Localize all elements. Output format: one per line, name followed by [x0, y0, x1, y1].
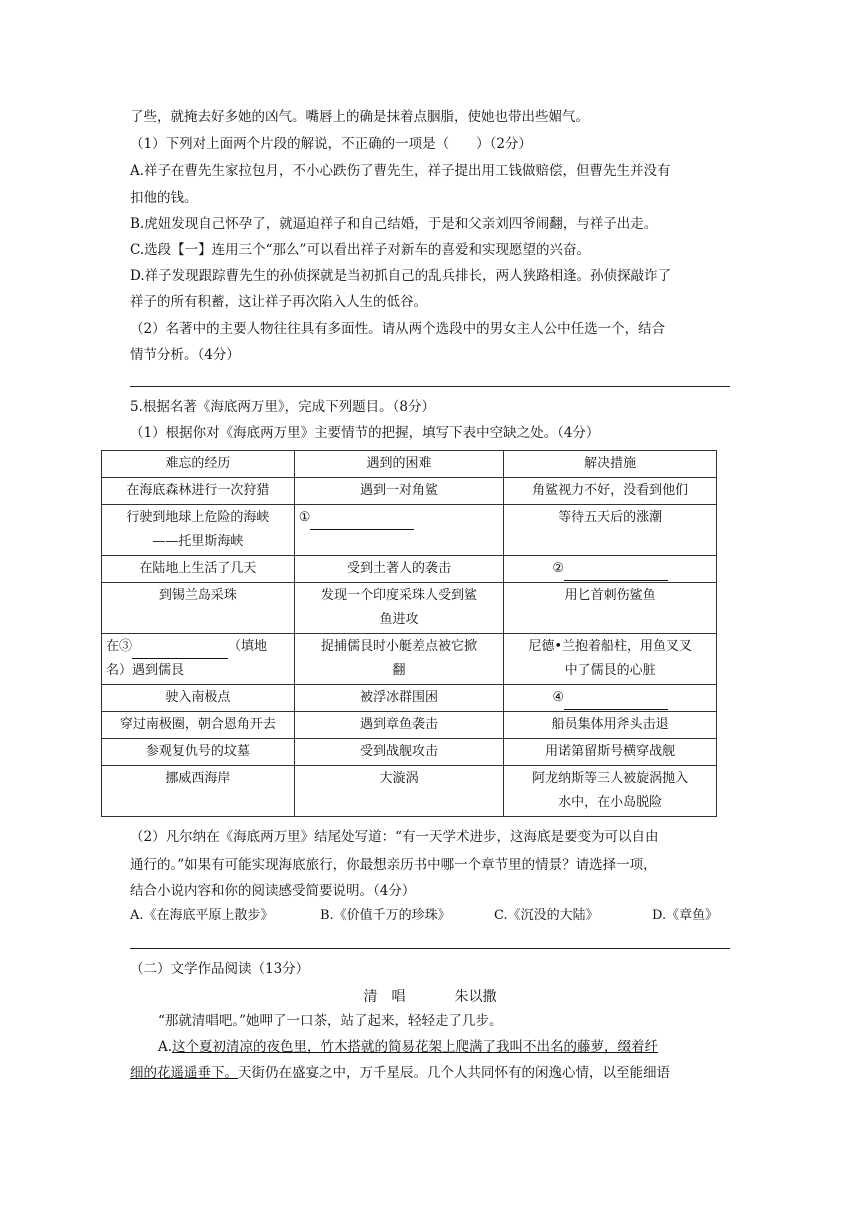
q5-sub2-line1: （2）凡尔纳在《海底两万里》结尾处写道：“有一天学术进步，这海底是要变为可以自由	[130, 829, 659, 845]
divider-1	[130, 386, 730, 387]
q5-sub2-line2: 通行的。”如果有可能实现海底旅行，你最想亲历书中哪一个章节里的情景？请选择一项，	[130, 857, 657, 873]
table-header: 难忘的经历	[102, 451, 295, 478]
table-header: 遇到的困难	[294, 451, 504, 478]
essay-paragraph-2-line1	[158, 1038, 730, 1056]
blank-4-line[interactable]	[564, 693, 668, 710]
table-row	[102, 478, 717, 505]
essay-paragraph-2-line2	[130, 1064, 730, 1082]
table-cell	[294, 505, 504, 556]
table-cell-text: 行驶到地球上危险的海峡 ——托里斯海峡	[126, 510, 270, 549]
table-cell: 角鲨视力不好，没看到他们	[504, 478, 717, 505]
blank-3-post: （填地	[228, 639, 268, 654]
option-d-line1: D.祥子发现跟踪曹先生的孙侦探就是当初抓自己的乱兵排长，两人狭路相逢。孙侦探敲诈了	[130, 268, 672, 284]
table-cell: 用诺第留斯号横穿战舰	[504, 739, 717, 766]
table-cell: 船员集体用斧头击退	[504, 712, 717, 739]
essay-author: 朱以撒	[454, 989, 497, 1005]
table-cell: 穿过南极圈，朝合恩角开去	[102, 712, 295, 739]
q5-title: 5.根据名著《海底两万里》，完成下列题目。（8分）	[130, 399, 435, 415]
option-b: B.《价值千万的珍珠》	[320, 908, 451, 923]
table-cell	[102, 634, 295, 685]
table-cell: 遇到章鱼袭击	[294, 712, 504, 739]
table-cell	[504, 634, 717, 685]
paragraph-text: 天街仍在盛宴之中，万千星辰。几个人共同怀有的闲逸心情，以至能细语	[238, 1065, 670, 1081]
table-cell: 受到土著人的袭击	[294, 556, 504, 583]
divider-2	[130, 948, 730, 949]
passage-line: 了些，就掩去好多她的凶气。嘴唇上的确是抹着点胭脂，使她也带出些媚气。	[130, 109, 589, 125]
marker-a: A.	[158, 1039, 173, 1055]
question-1: （1）下列对上面两个片段的解说，不正确的一项是（ ）（2分）	[130, 136, 532, 152]
table-row	[102, 583, 717, 634]
table-cell: 在陆地上生活了几天	[102, 556, 295, 583]
blank-1-marker: ①	[298, 510, 311, 525]
table-row	[102, 505, 717, 556]
blank-1-line[interactable]	[310, 513, 414, 530]
q5-sub2-line3: 结合小说内容和你的阅读感受简要说明。（4分）	[130, 883, 416, 899]
table-cell: 大漩涡	[294, 766, 504, 817]
table-cell	[294, 634, 504, 685]
table-cell	[504, 766, 717, 817]
question-2-line2: 情节分析。（4分）	[130, 347, 240, 363]
question-2-line1: （2）名著中的主要人物往往具有多面性。请从两个选段中的男女主人公中任选一个，结合	[130, 321, 666, 337]
table-row	[102, 712, 717, 739]
option-d-line2: 祥子的所有积蓄，这让祥子再次陷入人生的低谷。	[130, 294, 427, 310]
table-cell: 到锡兰岛采珠	[102, 583, 295, 634]
table-cell	[504, 556, 717, 583]
underlined-sentence: 这个夏初清凉的夜色里，竹木搭就的简易花架上爬满了我叫不出名的藤萝，缀着纤	[172, 1039, 659, 1055]
table-row	[102, 556, 717, 583]
blank-3-line[interactable]	[132, 642, 228, 659]
blank-2-marker: ②	[552, 561, 564, 576]
option-d: D.《章鱼》	[652, 908, 719, 923]
blank-4-marker: ④	[552, 690, 564, 705]
table-row	[102, 766, 717, 817]
table-cell	[504, 685, 717, 712]
table-cell: 用匕首刺伤鲨鱼	[504, 583, 717, 634]
table-cell	[102, 505, 295, 556]
table-row	[102, 634, 717, 685]
q5-sub1: （1）根据你对《海底两万里》主要情节的把握，填写下表中空缺之处。（4分）	[130, 425, 600, 441]
table-cell: 遇到一对角鲨	[294, 478, 504, 505]
table-cell: 驶入南极点	[102, 685, 295, 712]
table-cell: 在海底森林进行一次狩猎	[102, 478, 295, 505]
table-cell-text: 尼德•兰抱着船柱，用鱼叉叉 中了儒艮的心脏	[528, 639, 692, 678]
table-cell: 被浮冰群围困	[294, 685, 504, 712]
option-a-line1: A.祥子在曹先生家拉包月，不小心跌伤了曹先生，祥子提出用工钱做赔偿，但曹先生并没有	[130, 163, 671, 179]
blank-3-line2: 名）遇到儒艮	[106, 663, 185, 678]
table-cell: 挪威西海岸	[102, 766, 295, 817]
table-row	[102, 685, 717, 712]
table-cell: 等待五天后的涨潮	[504, 505, 717, 556]
option-c: C.《沉没的大陆》	[494, 908, 599, 923]
table-cell	[294, 583, 504, 634]
plot-table	[101, 450, 717, 817]
blank-3-pre: 在③	[106, 639, 133, 654]
table-cell-text: 发现一个印度采珠人受到鲨 鱼进攻	[321, 588, 478, 627]
essay-paragraph-1: “那就清唱吧。”她呷了一口茶，站了起来，轻轻走了几步。	[158, 1013, 503, 1029]
section2-heading: （二）文学作品阅读（13分）	[130, 961, 310, 977]
option-c: C.选段【一】连用三个“那么”可以看出祥子对新车的喜爱和实现愿望的兴奋。	[130, 242, 590, 258]
table-header: 解决措施	[504, 451, 717, 478]
option-a: A.《在海底平原上散步》	[130, 908, 274, 923]
underlined-sentence-end: 细的花遥遥垂下。	[130, 1065, 238, 1081]
table-cell: 参观复仇号的坟墓	[102, 739, 295, 766]
option-b: B.虎妞发现自己怀孕了，就逼迫祥子和自己结婚，于是和父亲刘四爷闹翻，与祥子出走。	[130, 216, 658, 232]
essay-title: 清 唱	[363, 989, 406, 1005]
table-row	[102, 739, 717, 766]
table-cell-text: 阿龙纳斯等三人被旋涡抛入 水中，在小岛脱险	[532, 771, 689, 810]
table-cell-text: 捉捕儒艮时小艇差点被它掀 翻	[321, 639, 478, 678]
table-header-row	[102, 451, 717, 478]
option-a-line2: 扣他的钱。	[130, 190, 198, 206]
blank-2-line[interactable]	[564, 564, 668, 581]
essay-title-row	[130, 986, 730, 1006]
table-cell: 受到战舰攻击	[294, 739, 504, 766]
